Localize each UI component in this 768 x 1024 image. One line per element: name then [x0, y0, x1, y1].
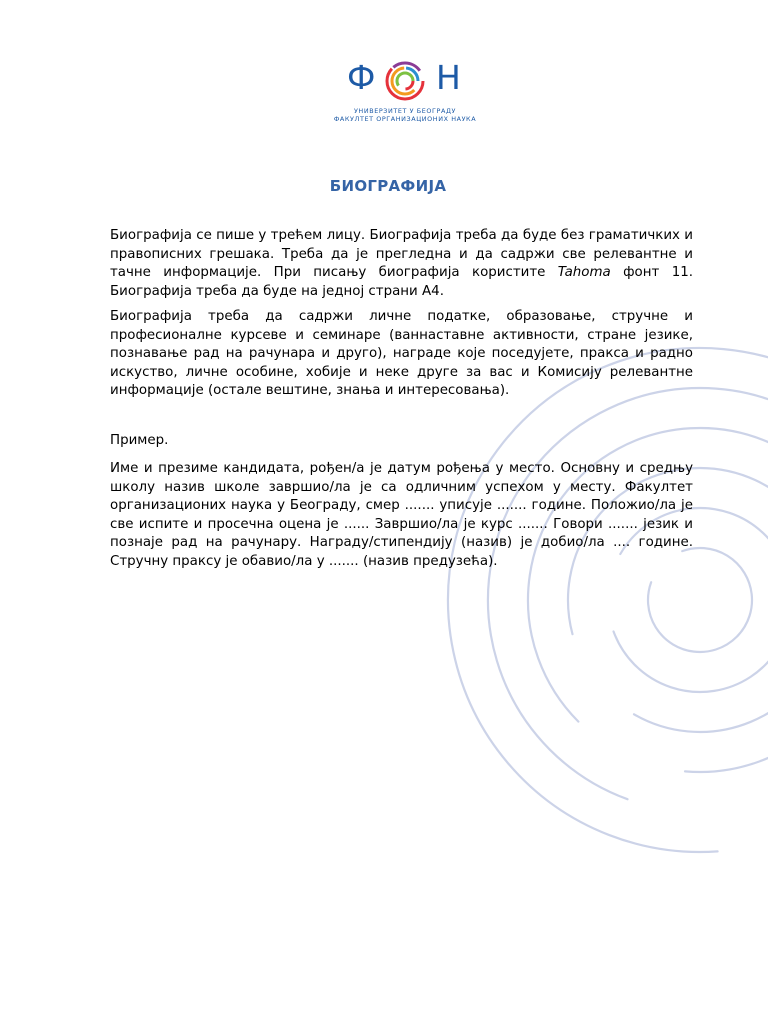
document-title: БИОГРАФИЈА	[329, 177, 447, 195]
logo-letter-f: Ф	[347, 58, 376, 97]
paragraph-example: Име и презиме кандидата, рођен/а је датум рођења у место. Основну и средњу школу назив школе завршио/ла је са одличним успехом у месту. Факултет организационих наука у Београду, смер ....... уписује ....... године. Положио/ла је све испите и просечна оцена је ...... Завршио/ла је курс ....... Говори ....... језик и познаје рад на рачунару. Награду/стипендију (назив) је добио/ла .... године. Стручну праксу је обавио/ла у ....... (назив предузећа).	[110, 461, 693, 569]
paragraph-instructions-text-end: фонт 11. Биографија треба да буде на једној страни А4.	[110, 265, 693, 299]
logo-faculty-name: ФАКУЛТЕТ ОРГАНИЗАЦИОНИХ НАУКА	[333, 115, 477, 123]
paragraph-instructions	[110, 227, 693, 301]
logo-university-name: УНИВЕРЗИТЕТ У БЕОГРАДУ	[353, 107, 457, 115]
spiral-arc	[448, 348, 768, 852]
logo-letter-n: Н	[436, 58, 461, 97]
example-heading: Пример.	[110, 433, 169, 448]
faculty-logo	[330, 58, 480, 126]
logo-rings-icon	[384, 60, 426, 102]
paragraph-instructions-text: Биографија се пише у трећем лицу. Биографија треба да буде без граматичких и правописних грешака. Треба да је прегледна и да садржи све релевантне и тачне информације. При писању биографија користите	[110, 228, 693, 280]
font-name-italic: Tahoma	[557, 265, 611, 280]
paragraph-contents: Биографија треба да садржи личне податке, образовање, стручне и професионалне курсеве и семинаре (ваннаставне активности, стране језике, познавање рад на рачунара и друго), награде које поседујете, пракса и радно искуство, личне особине, хобије и неке друге за вас и Комисију релевантне информације (остале вештине, знања и интересовања).	[110, 309, 693, 398]
